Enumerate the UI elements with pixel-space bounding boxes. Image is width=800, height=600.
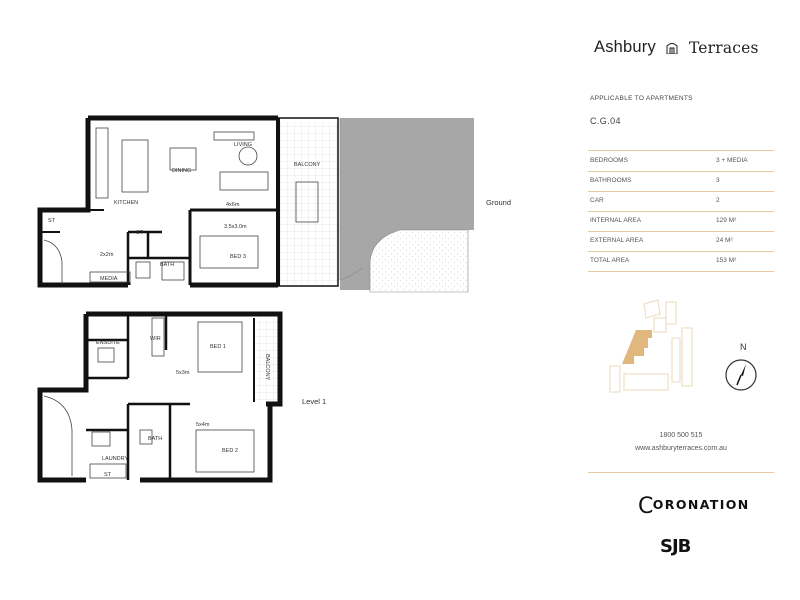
label-laundry: LAUNDRY	[102, 456, 129, 462]
label-media: MEDIA	[100, 276, 118, 282]
label-balcony-ground: BALCONY	[294, 162, 321, 168]
label-st-left: ST	[48, 218, 56, 224]
sjb-logo: SJB	[660, 536, 691, 557]
spec-row	[590, 177, 772, 184]
ground-terrace	[340, 118, 474, 292]
gate-icon	[666, 41, 678, 54]
coronation-logo	[638, 494, 750, 519]
spec-label: INTERNAL AREA	[590, 217, 642, 224]
label-living: LIVING	[234, 142, 253, 148]
info-panel	[588, 0, 778, 600]
label-bed2: BED 2	[222, 448, 238, 454]
spec-label: EXTERNAL AREA	[590, 237, 644, 244]
spec-row	[590, 237, 772, 244]
label-ensuite: ENSUITE	[96, 340, 120, 346]
compass-icon	[724, 358, 758, 392]
spec-row	[590, 217, 772, 224]
level-label-level1: Level 1	[302, 397, 327, 406]
label-living-size: 4x6m	[226, 202, 240, 208]
coronation-logo-text: ORONATION	[652, 497, 750, 512]
label-bath-level1: BATH	[148, 436, 163, 442]
spec-value: 2	[716, 197, 720, 204]
spec-value: 129 M²	[716, 217, 737, 224]
spec-label: BATHROOMS	[590, 177, 632, 184]
coronation-logo-c: C	[638, 494, 655, 519]
spec-label: TOTAL AREA	[590, 257, 630, 264]
spec-label: CAR	[590, 197, 604, 204]
label-bed1-size: 5x3m	[176, 370, 190, 376]
brand-name-left: Ashbury	[594, 38, 656, 56]
label-kitchen: KITCHEN	[114, 200, 139, 206]
ground-balcony	[278, 122, 338, 284]
level1-furniture	[44, 318, 254, 478]
label-bed1: BED 1	[210, 344, 226, 350]
compass-label: N	[740, 342, 747, 352]
site-key-highlight	[622, 330, 652, 364]
label-wir: WIR	[150, 336, 161, 342]
site-key-icon	[606, 298, 706, 398]
spec-value: 3 + MEDIA	[716, 157, 748, 164]
spec-value: 153 M²	[716, 257, 737, 264]
contact-website[interactable]: www.ashburyterraces.com.au	[635, 445, 727, 452]
spec-value: 3	[716, 177, 720, 184]
label-balcony-level1: BALCONY	[264, 354, 270, 381]
label-media-size: 2x2m	[100, 252, 114, 258]
contact-phone: 1800 500 515	[659, 432, 703, 439]
applicable-label: APPLICABLE TO APARTMENTS	[590, 95, 693, 102]
label-bed2-size: 5x4m	[196, 422, 210, 428]
apartment-code: C.G.04	[590, 116, 621, 126]
label-st-mid: ST	[136, 230, 144, 236]
spec-row	[590, 257, 772, 264]
spec-row	[590, 157, 772, 164]
spec-value: 24 M²	[716, 237, 733, 244]
label-dining: DINING	[172, 168, 192, 174]
label-bath-ground: BATH	[160, 262, 175, 268]
brand-name-right: Terraces	[688, 38, 759, 57]
spec-label: BEDROOMS	[590, 157, 628, 164]
label-bed3: BED 3	[230, 254, 246, 260]
label-st-level1: ST	[104, 472, 112, 478]
spec-row	[590, 197, 772, 204]
level-label-ground: Ground	[486, 198, 512, 207]
label-bed3-size: 3.5x3.0m	[224, 224, 247, 230]
brand-logo	[594, 38, 759, 57]
